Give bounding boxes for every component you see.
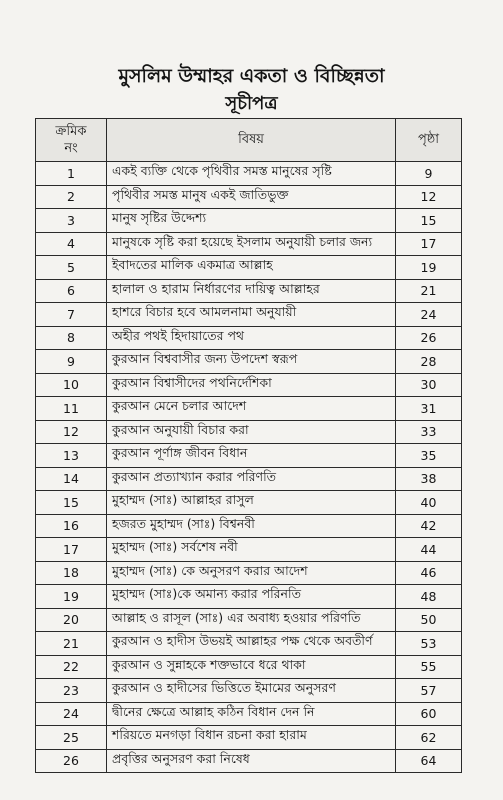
row-page-number: 28 (396, 350, 462, 374)
table-row (36, 256, 462, 280)
row-serial-number: 10 (36, 373, 107, 397)
table-row (36, 444, 462, 468)
row-page-number: 30 (396, 373, 462, 397)
row-page-number: 64 (396, 749, 462, 773)
row-page-number: 33 (396, 420, 462, 444)
row-page-number: 40 (396, 491, 462, 515)
table-row (36, 585, 462, 609)
row-serial-number: 19 (36, 585, 107, 609)
row-subject: একই ব্যক্তি থেকে পৃথিবীর সমস্ত মানুষের সৃষ্টি (107, 162, 396, 186)
table-row (36, 608, 462, 632)
row-page-number: 19 (396, 256, 462, 280)
row-page-number: 50 (396, 608, 462, 632)
row-subject: মুহাম্মদ (সাঃ) কে অনুসরণ করার আদেশ (107, 561, 396, 585)
table-row (36, 467, 462, 491)
table-row (36, 726, 462, 750)
table-row (36, 679, 462, 703)
row-serial-number: 9 (36, 350, 107, 374)
table-row (36, 749, 462, 773)
row-subject: কুরআন পূর্ণাঙ্গ জীবন বিধান (107, 444, 396, 468)
row-page-number: 38 (396, 467, 462, 491)
row-subject: কুরআন মেনে চলার আদেশ (107, 397, 396, 421)
row-serial-number: 18 (36, 561, 107, 585)
row-subject: মুহাম্মদ (সাঃ) সর্বশেষ নবী (107, 538, 396, 562)
row-subject: কুরআন ও হাদীসের ভিত্তিতে ইমামের অনুসরণ (107, 679, 396, 703)
table-body (36, 162, 462, 773)
row-subject: কুরআন ও হাদীস উভয়ই আল্লাহর পক্ষ থেকে অবতীর্ণ (107, 632, 396, 656)
header-serial-line1: ক্রমিক (55, 124, 87, 139)
table-row (36, 632, 462, 656)
row-serial-number: 2 (36, 185, 107, 209)
row-subject: হজরত মুহাম্মদ (সাঃ) বিশ্বনবী (107, 514, 396, 538)
row-page-number: 24 (396, 303, 462, 327)
row-page-number: 55 (396, 655, 462, 679)
row-page-number: 60 (396, 702, 462, 726)
row-subject: হালাল ও হারাম নির্ধারণের দায়িত্ব আল্লাহর (107, 279, 396, 303)
row-serial-number: 26 (36, 749, 107, 773)
row-subject: হাশরে বিচার হবে আমলনামা অনুযায়ী (107, 303, 396, 327)
row-subject: প্রবৃত্তির অনুসরণ করা নিষেধ (107, 749, 396, 773)
row-serial-number: 25 (36, 726, 107, 750)
table-row (36, 350, 462, 374)
table-row (36, 279, 462, 303)
row-subject: মানুষ সৃষ্টির উদ্দেশ্য (107, 209, 396, 233)
row-page-number: 31 (396, 397, 462, 421)
row-page-number: 15 (396, 209, 462, 233)
row-serial-number: 7 (36, 303, 107, 327)
row-page-number: 57 (396, 679, 462, 703)
table-of-contents (35, 118, 462, 773)
table-row (36, 514, 462, 538)
row-serial-number: 16 (36, 514, 107, 538)
row-serial-number: 24 (36, 702, 107, 726)
page-subtitle: সূচীপত্র (225, 93, 278, 114)
row-serial-number: 22 (36, 655, 107, 679)
row-page-number: 42 (396, 514, 462, 538)
row-subject: মুহাম্মদ (সাঃ)কে অমান্য করার পরিনতি (107, 585, 396, 609)
table-row (36, 162, 462, 186)
row-serial-number: 23 (36, 679, 107, 703)
table-row (36, 702, 462, 726)
row-subject: কুরআন বিশ্ববাসীর জন্য উপদেশ স্বরূপ (107, 350, 396, 374)
table-row (36, 538, 462, 562)
header-subject: বিষয় (107, 119, 396, 162)
row-page-number: 12 (396, 185, 462, 209)
row-page-number: 35 (396, 444, 462, 468)
header-serial-line2: নং (64, 141, 78, 156)
header-serial-number (36, 119, 107, 162)
row-subject: দ্বীনের ক্ষেত্রে আল্লাহ কঠিন বিধান দেন নি (107, 702, 396, 726)
header-page: পৃষ্ঠা (396, 119, 462, 162)
row-subject: কুরআন বিশ্বাসীদের পথনির্দেশিকা (107, 373, 396, 397)
row-page-number: 21 (396, 279, 462, 303)
row-page-number: 26 (396, 326, 462, 350)
table-row (36, 209, 462, 233)
row-page-number: 17 (396, 232, 462, 256)
row-serial-number: 12 (36, 420, 107, 444)
row-serial-number: 11 (36, 397, 107, 421)
row-serial-number: 1 (36, 162, 107, 186)
row-page-number: 48 (396, 585, 462, 609)
table-row (36, 232, 462, 256)
row-page-number: 9 (396, 162, 462, 186)
row-subject: আল্লাহ ও রাসূল (সাঃ) এর অবাধ্য হওয়ার পরিণতি (107, 608, 396, 632)
row-subject: কুরআন প্রত্যাখ্যান করার পরিণতি (107, 467, 396, 491)
table-row (36, 397, 462, 421)
row-serial-number: 20 (36, 608, 107, 632)
table-row (36, 303, 462, 327)
row-subject: পৃথিবীর সমস্ত মানুষ একই জাতিভুক্ত (107, 185, 396, 209)
table-header-row (36, 119, 462, 162)
table-row (36, 185, 462, 209)
table-row (36, 491, 462, 515)
table-row (36, 326, 462, 350)
row-subject: ইবাদতের মালিক একমাত্র আল্লাহ (107, 256, 396, 280)
row-serial-number: 5 (36, 256, 107, 280)
row-subject: মানুষকে সৃষ্টি করা হয়েছে ইসলাম অনুযায়ী চলার জন্য (107, 232, 396, 256)
table-row (36, 655, 462, 679)
row-subject: কুরআন অনুযায়ী বিচার করা (107, 420, 396, 444)
row-serial-number: 17 (36, 538, 107, 562)
row-serial-number: 15 (36, 491, 107, 515)
table-row (36, 373, 462, 397)
row-subject: অহীর পথই হিদায়াতের পথ (107, 326, 396, 350)
row-serial-number: 8 (36, 326, 107, 350)
row-serial-number: 3 (36, 209, 107, 233)
page-title: মুসলিম উম্মাহর একতা ও বিচ্ছিন্নতা (118, 65, 385, 87)
row-serial-number: 13 (36, 444, 107, 468)
row-subject: কুরআন ও সুন্নাহকে শক্তভাবে ধরে থাকা (107, 655, 396, 679)
row-page-number: 46 (396, 561, 462, 585)
row-page-number: 44 (396, 538, 462, 562)
row-subject: শরিয়তে মনগড়া বিধান রচনা করা হারাম (107, 726, 396, 750)
table-row (36, 561, 462, 585)
row-page-number: 53 (396, 632, 462, 656)
row-serial-number: 6 (36, 279, 107, 303)
row-serial-number: 21 (36, 632, 107, 656)
row-page-number: 62 (396, 726, 462, 750)
table-row (36, 420, 462, 444)
row-subject: মুহাম্মদ (সাঃ) আল্লাহর রাসুল (107, 491, 396, 515)
row-serial-number: 4 (36, 232, 107, 256)
row-serial-number: 14 (36, 467, 107, 491)
